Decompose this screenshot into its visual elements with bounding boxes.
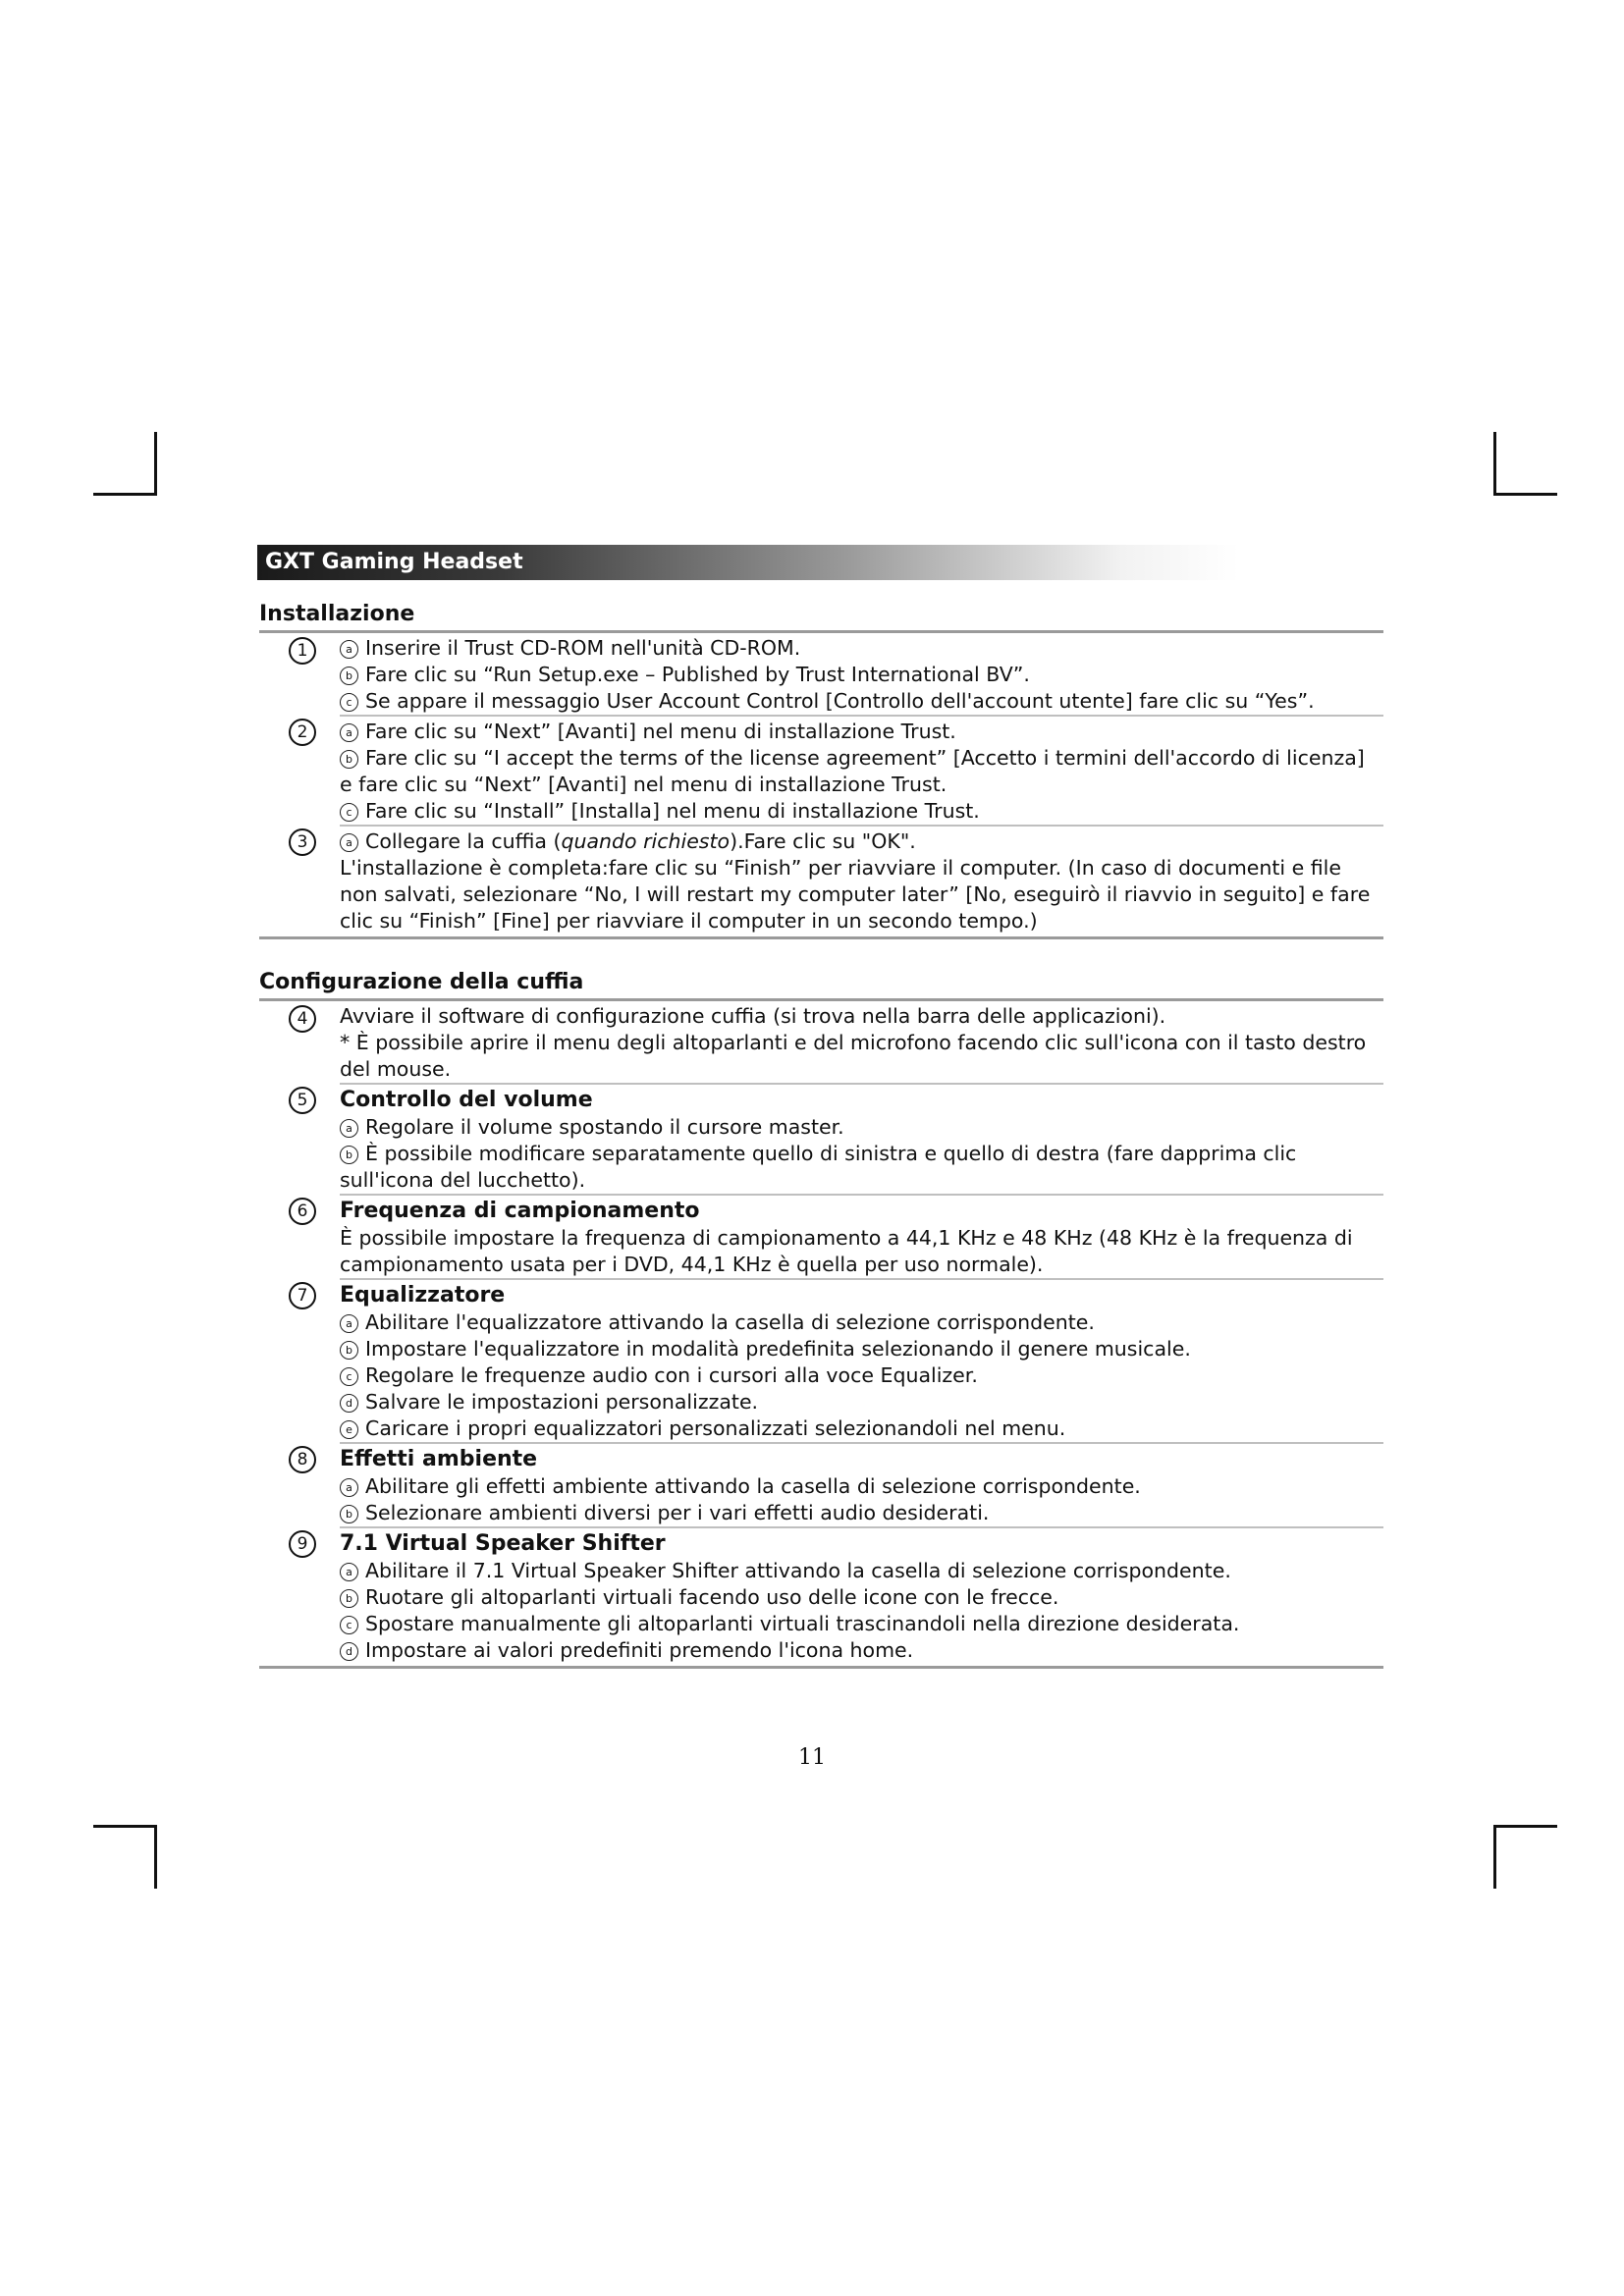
- step-line: * È possibile aprire il menu degli altoparlanti e del microfono facendo clic sull'icona con il tasto destro: [340, 1031, 1367, 1054]
- crop-mark-bottom-right: [1493, 1825, 1557, 1889]
- sub-letter-icon: a: [340, 723, 358, 742]
- step-number-icon: 8: [289, 1446, 316, 1473]
- header-bar: [257, 545, 1239, 580]
- step-line: L'installazione è completa:fare clic su “Finish” per riavviare il computer. (In caso di documenti e file: [340, 856, 1341, 880]
- sub-letter-icon: c: [340, 803, 358, 822]
- step-line: a Collegare la cuffia (quando richiesto).Fare clic su "OK".: [340, 828, 1383, 855]
- step-title: Equalizzatore: [340, 1283, 506, 1308]
- section-title: Installazione: [259, 602, 415, 626]
- sub-letter-icon: b: [340, 1341, 358, 1360]
- sub-letter-icon: d: [340, 1642, 358, 1661]
- step-1: [259, 633, 1383, 715]
- sub-letter-icon: c: [340, 1616, 358, 1634]
- crop-mark-top-left: [93, 432, 157, 496]
- step-2: [259, 715, 1383, 825]
- sub-letter-icon: e: [340, 1420, 358, 1439]
- sub-letter-icon: a: [340, 833, 358, 852]
- sub-letter-icon: a: [340, 1563, 358, 1581]
- step-number-icon: 7: [289, 1282, 316, 1309]
- step-line: b Fare clic su “I accept the terms of the license agreement” [Accetto i termini dell'accordo di licenza]: [340, 745, 1383, 772]
- crop-mark-top-right: [1493, 432, 1557, 496]
- step-title: Frequenza di campionamento: [340, 1199, 700, 1223]
- sub-letter-icon: a: [340, 640, 358, 659]
- step-line: non salvati, selezionare “No, I will restart my computer later” [No, eseguirò il riavvio in seguito] e fare: [340, 882, 1371, 906]
- step-line: clic su “Finish” [Fine] per riavviare il computer in un secondo tempo.): [340, 909, 1038, 933]
- sub-letter-icon: a: [340, 1119, 358, 1138]
- sub-letter-icon: a: [340, 1478, 358, 1497]
- step-line: a Regolare il volume spostando il cursore master.: [340, 1114, 1383, 1141]
- step-line: del mouse.: [340, 1057, 452, 1081]
- step-number-icon: 1: [289, 637, 316, 665]
- step-line: e fare clic su “Next” [Avanti] nel menu di installazione Trust.: [340, 773, 947, 796]
- step-title: Effetti ambiente: [340, 1447, 538, 1471]
- step-line: d Impostare ai valori predefiniti premendo l'icona home.: [340, 1637, 1383, 1664]
- step-3: [259, 825, 1383, 934]
- page-content: [259, 601, 1383, 1669]
- section-bottom-divider: [259, 1666, 1383, 1669]
- sub-letter-icon: b: [340, 1589, 358, 1608]
- step-title: Controllo del volume: [340, 1088, 593, 1112]
- step-title: 7.1 Virtual Speaker Shifter: [340, 1531, 666, 1556]
- header-title: GXT Gaming Headset: [265, 550, 523, 574]
- step-line: È possibile impostare la frequenza di campionamento a 44,1 KHz e 48 KHz (48 KHz è la frequenza di: [340, 1226, 1353, 1250]
- step-6: [259, 1194, 1383, 1278]
- step-number-icon: 9: [289, 1530, 316, 1558]
- page-number: 11: [798, 1745, 826, 1770]
- sub-letter-icon: b: [340, 667, 358, 685]
- step-line: a Abilitare il 7.1 Virtual Speaker Shifter attivando la casella di selezione corrispondente.: [340, 1558, 1383, 1584]
- sub-letter-icon: b: [340, 1146, 358, 1164]
- step-line: a Fare clic su “Next” [Avanti] nel menu di installazione Trust.: [340, 719, 1383, 745]
- step-line: b Ruotare gli altoparlanti virtuali facendo uso delle icone con le frecce.: [340, 1584, 1383, 1611]
- step-line: b Impostare l'equalizzatore in modalità predefinita selezionando il genere musicale.: [340, 1336, 1383, 1362]
- sub-letter-icon: b: [340, 1505, 358, 1523]
- sub-letter-icon: d: [340, 1394, 358, 1413]
- step-line: d Salvare le impostazioni personalizzate.: [340, 1389, 1383, 1415]
- step-5: [259, 1083, 1383, 1194]
- sub-letter-icon: c: [340, 1367, 358, 1386]
- step-line: sull'icona del lucchetto).: [340, 1168, 586, 1192]
- step-line: c Se appare il messaggio User Account Control [Controllo dell'account utente] fare clic su “Yes”.: [340, 688, 1383, 715]
- step-line: e Caricare i propri equalizzatori personalizzati selezionandoli nel menu.: [340, 1415, 1383, 1442]
- step-line: a Abilitare l'equalizzatore attivando la casella di selezione corrispondente.: [340, 1309, 1383, 1336]
- step-line: b Fare clic su “Run Setup.exe – Published by Trust International BV”.: [340, 662, 1383, 688]
- sub-letter-icon: a: [340, 1314, 358, 1333]
- step-line: b È possibile modificare separatamente quello di sinistra e quello di destra (fare dapprima clic: [340, 1141, 1383, 1167]
- step-line: campionamento usata per i DVD, 44,1 KHz è quella per uso normale).: [340, 1253, 1044, 1276]
- step-line: b Selezionare ambienti diversi per i vari effetti audio desiderati.: [340, 1500, 1383, 1526]
- step-line: Avviare il software di configurazione cuffia (si trova nella barra delle applicazioni).: [340, 1004, 1166, 1028]
- step-4: [259, 1001, 1383, 1083]
- step-line: c Regolare le frequenze audio con i cursori alla voce Equalizer.: [340, 1362, 1383, 1389]
- sub-letter-icon: b: [340, 750, 358, 769]
- step-number-icon: 3: [289, 828, 316, 856]
- step-line: c Spostare manualmente gli altoparlanti virtuali trascinandoli nella direzione desiderata.: [340, 1611, 1383, 1637]
- step-number-icon: 4: [289, 1005, 316, 1033]
- step-8: [259, 1442, 1383, 1526]
- sub-letter-icon: c: [340, 693, 358, 712]
- step-number-icon: 5: [289, 1087, 316, 1114]
- section-title: Configurazione della cuffia: [259, 970, 584, 994]
- step-number-icon: 6: [289, 1198, 316, 1225]
- step-9: [259, 1526, 1383, 1664]
- crop-mark-bottom-left: [93, 1825, 157, 1889]
- step-line: a Inserire il Trust CD-ROM nell'unità CD-ROM.: [340, 635, 1383, 662]
- step-line: c Fare clic su “Install” [Installa] nel menu di installazione Trust.: [340, 798, 1383, 825]
- section-installazione: [259, 601, 1383, 939]
- step-7: [259, 1278, 1383, 1442]
- section-configurazione: [259, 969, 1383, 1669]
- step-number-icon: 2: [289, 719, 316, 746]
- step-line: a Abilitare gli effetti ambiente attivando la casella di selezione corrispondente.: [340, 1473, 1383, 1500]
